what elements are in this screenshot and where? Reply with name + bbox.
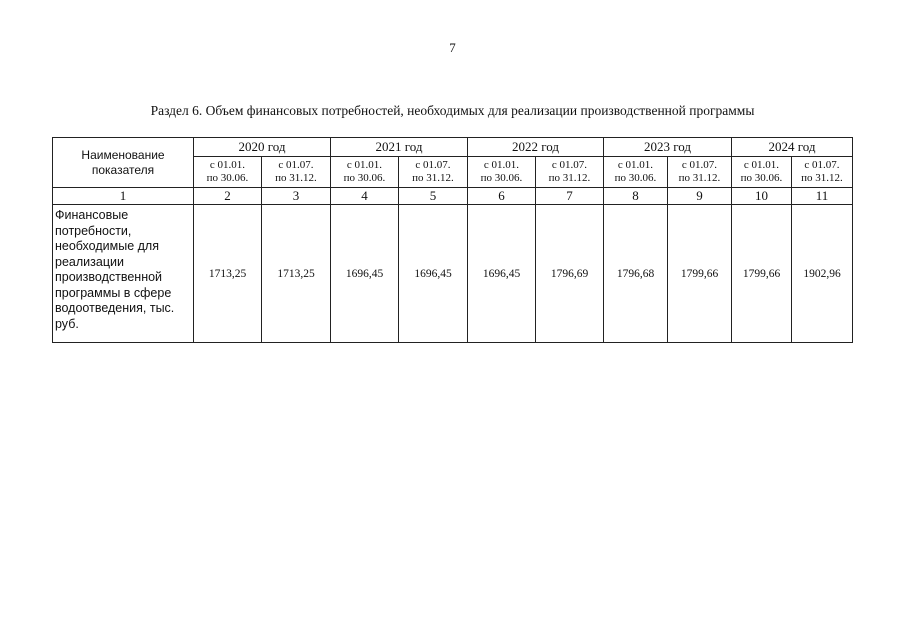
column-number-row <box>53 188 853 205</box>
period-first-half: с 01.01. по 30.06. <box>194 157 262 188</box>
year-header-row <box>53 138 853 157</box>
table-row <box>53 205 853 343</box>
value-cell: 1902,96 <box>792 205 853 343</box>
year-header-2020: 2020 год <box>194 138 331 157</box>
period-second-half: с 01.07. по 31.12. <box>668 157 732 188</box>
column-number: 2 <box>194 188 262 205</box>
year-header-2023: 2023 год <box>604 138 732 157</box>
period-first-half: с 01.01. по 30.06. <box>732 157 792 188</box>
year-header-2024: 2024 год <box>732 138 853 157</box>
column-number: 1 <box>53 188 194 205</box>
value-cell: 1696,45 <box>468 205 536 343</box>
column-number: 10 <box>732 188 792 205</box>
column-number: 3 <box>262 188 331 205</box>
column-number: 11 <box>792 188 853 205</box>
column-number: 8 <box>604 188 668 205</box>
period-second-half: с 01.07. по 31.12. <box>792 157 853 188</box>
section-title: Раздел 6. Объем финансовых потребностей, необходимых для реализации производственной программы <box>150 103 755 118</box>
period-first-half: с 01.01. по 30.06. <box>604 157 668 188</box>
column-number: 7 <box>536 188 604 205</box>
value-cell: 1796,69 <box>536 205 604 343</box>
column-number: 9 <box>668 188 732 205</box>
value-cell: 1799,66 <box>668 205 732 343</box>
value-cell: 1696,45 <box>331 205 399 343</box>
value-cell: 1796,68 <box>604 205 668 343</box>
period-second-half: с 01.07. по 31.12. <box>262 157 331 188</box>
indicator-name-header: Наименование показателя <box>53 138 194 188</box>
column-number: 4 <box>331 188 399 205</box>
period-first-half: с 01.01. по 30.06. <box>331 157 399 188</box>
column-number: 6 <box>468 188 536 205</box>
financial-needs-table <box>52 137 853 343</box>
value-cell: 1799,66 <box>732 205 792 343</box>
row-label: Финансовые потребности, необходимые для реализации производственной программы в сфере водоотведения, тыс. руб. <box>53 205 194 343</box>
period-first-half: с 01.01. по 30.06. <box>468 157 536 188</box>
year-header-2021: 2021 год <box>331 138 468 157</box>
value-cell: 1713,25 <box>194 205 262 343</box>
year-header-2022: 2022 год <box>468 138 604 157</box>
column-number: 5 <box>399 188 468 205</box>
value-cell: 1713,25 <box>262 205 331 343</box>
period-second-half: с 01.07. по 31.12. <box>399 157 468 188</box>
value-cell: 1696,45 <box>399 205 468 343</box>
period-second-half: с 01.07. по 31.12. <box>536 157 604 188</box>
page-number: 7 <box>449 40 456 55</box>
